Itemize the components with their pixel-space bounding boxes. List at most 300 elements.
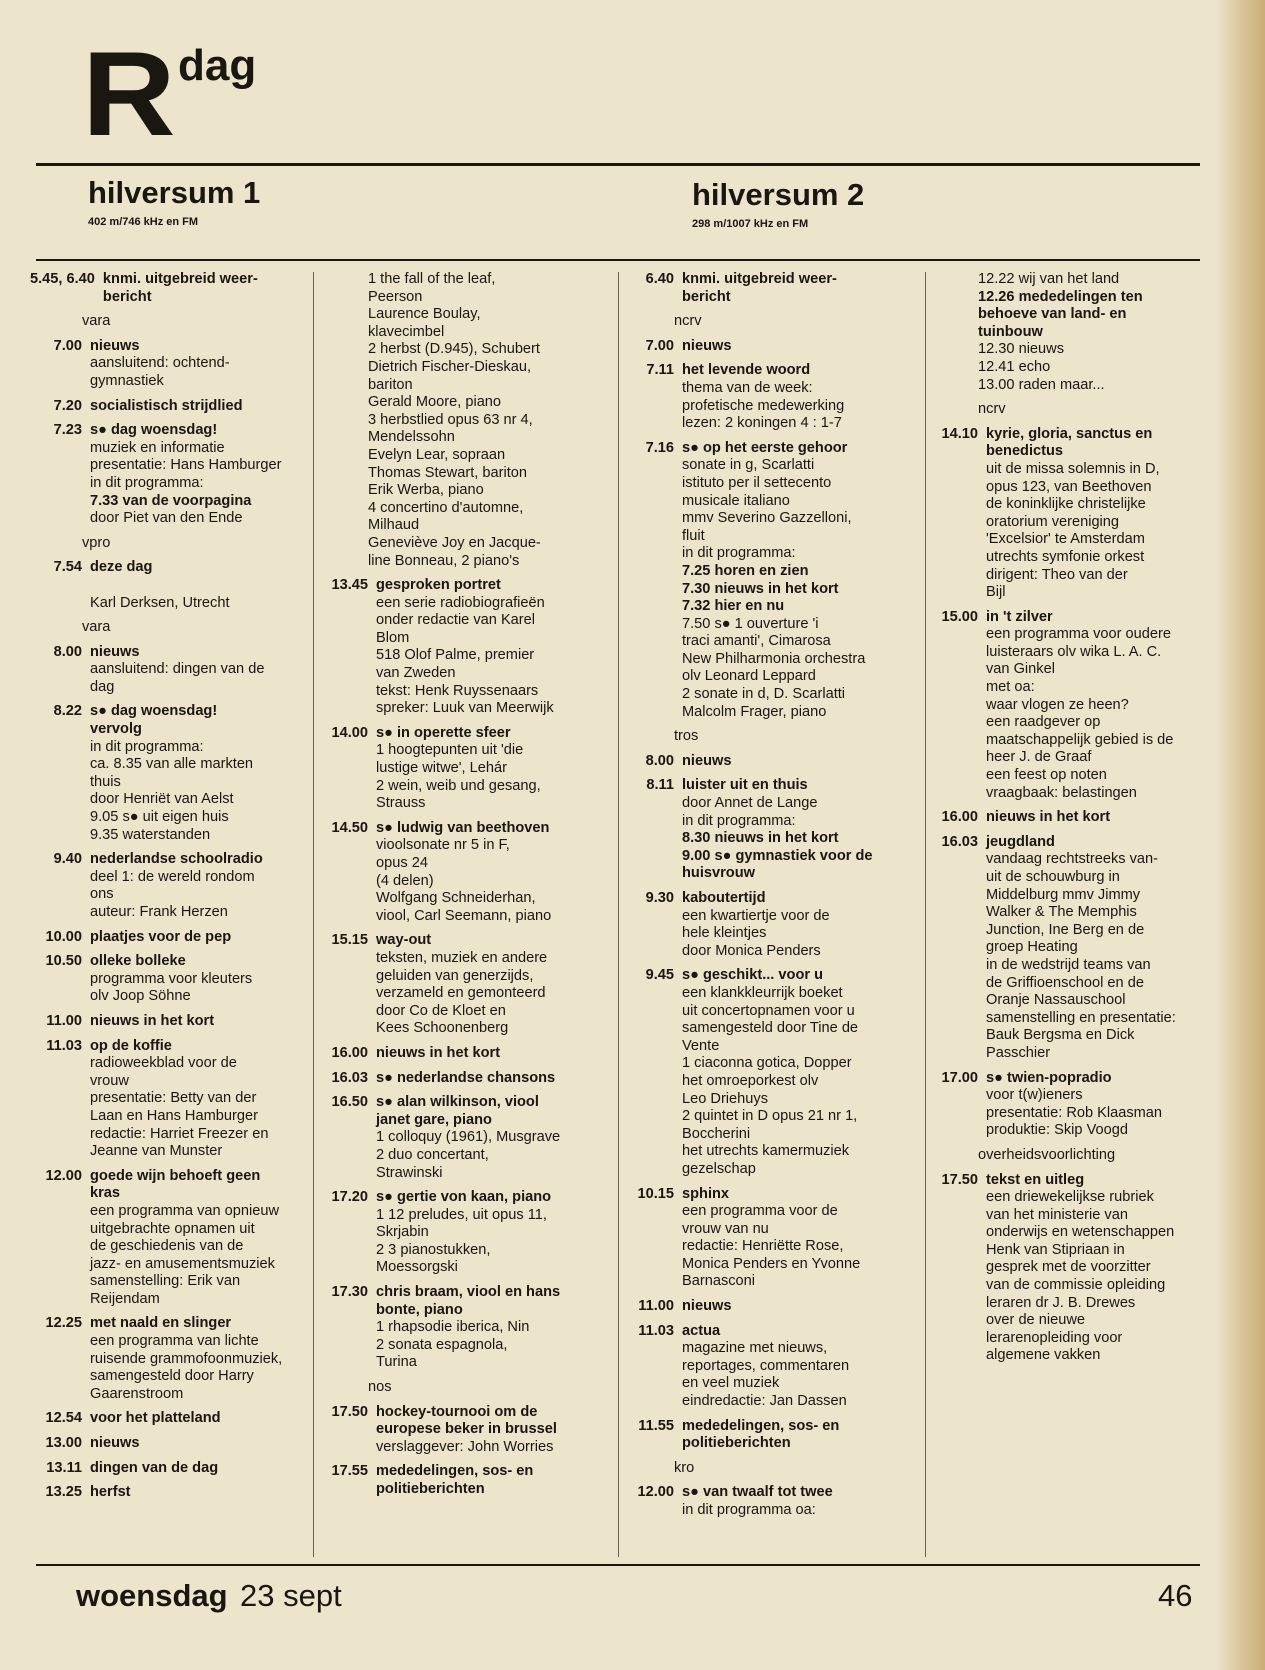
program-entry — [622, 1323, 922, 1411]
program-detail-line: presentatie: Betty van der — [90, 1090, 257, 1107]
program-detail-line: tuinbouw — [978, 323, 1043, 340]
program-title: s● nederlandse chansons — [376, 1069, 556, 1086]
program-time: 15.00 — [941, 608, 978, 625]
program-detail-line: van de commissie opleiding — [986, 1277, 1166, 1294]
broadcaster-label: tros — [674, 728, 699, 745]
program-detail-line: 1 hoogtepunten uit 'die — [376, 742, 524, 759]
program-time: 17.55 — [331, 1463, 368, 1480]
program-detail-line: gymnastiek — [90, 372, 164, 389]
program-body — [90, 422, 310, 528]
program-body — [376, 1070, 608, 1088]
program-time: 8.11 — [646, 777, 674, 794]
program-detail-line: Laan en Hans Hamburger — [90, 1107, 258, 1124]
program-detail-line: samenstelling: Erik van — [90, 1273, 241, 1290]
program-body — [376, 932, 608, 1038]
program-detail-line: opus 123, van Beethoven — [986, 478, 1152, 495]
program-detail-line: mmv Severino Gazzelloni, — [682, 510, 852, 527]
program-entry — [622, 890, 922, 960]
program-detail-line: algemene vakken — [986, 1347, 1101, 1364]
program-detail-line: uitgebrachte opnamen uit — [90, 1220, 255, 1237]
program-entry — [318, 1463, 608, 1498]
program-body — [90, 1410, 310, 1428]
program-detail-line: musicale italiano — [682, 492, 790, 509]
program-body — [682, 338, 922, 356]
program-detail-line: Dietrich Fischer-Dieskau, — [368, 358, 532, 375]
program-body — [682, 777, 922, 883]
program-title: socialistisch strijdlied — [90, 397, 243, 414]
program-detail-line: Erik Werba, piano — [368, 482, 484, 499]
program-time: 17.00 — [941, 1069, 978, 1086]
program-detail-line: aansluitend: ochtend- — [90, 355, 230, 372]
program-body — [90, 1168, 310, 1309]
broadcaster-label: ncrv — [674, 313, 702, 330]
program-body — [682, 1484, 922, 1519]
program-detail-line: traci amanti', Cimarosa — [682, 633, 831, 650]
program-entry — [30, 559, 310, 612]
program-detail-line: ca. 8.35 van alle markten — [90, 756, 254, 773]
program-body — [90, 1038, 310, 1161]
station-header-hilversum-1 — [88, 176, 260, 228]
program-title: tekst en uitleg — [986, 1171, 1085, 1188]
program-detail-line: thema van de week: — [682, 379, 813, 396]
footer-day-date — [76, 1578, 342, 1614]
program-detail-line: door Henriët van Aelst — [90, 791, 234, 808]
column-divider — [313, 272, 314, 1557]
program-detail-line: Passchier — [986, 1044, 1051, 1061]
program-detail-line: lerarenopleiding voor — [986, 1329, 1123, 1346]
program-title: s● gertie von kaan, piano — [376, 1189, 552, 1206]
schedule-column-hilversum-1-a — [30, 271, 310, 1509]
program-entry — [622, 440, 922, 722]
program-detail-line: uit concertopnamen voor u — [682, 1002, 855, 1019]
program-detail-line: line Bonneau, 2 piano's — [368, 552, 520, 569]
program-detail-line: Skrjabin — [376, 1224, 429, 1241]
program-title: s● twien-popradio — [986, 1069, 1112, 1086]
program-time: 16.03 — [331, 1069, 368, 1086]
program-detail-line: samengesteld door Harry — [90, 1368, 254, 1385]
program-detail-line: uit de missa solemnis in D, — [986, 460, 1160, 477]
program-detail-line: lezen: 2 koningen 4 : 1-7 — [682, 415, 842, 432]
program-entry — [318, 1284, 608, 1372]
program-detail-line: muziek en informatie — [90, 439, 225, 456]
program-title: nieuws — [90, 337, 140, 354]
program-title: s● ludwig van beethoven — [376, 819, 550, 836]
program-detail-line: Middelburg mmv Jimmy — [986, 886, 1141, 903]
program-title: op de koffie — [90, 1037, 172, 1054]
program-body — [986, 426, 1218, 602]
footer-day: woensdag — [76, 1578, 228, 1613]
program-detail-line: 3 herbstlied opus 63 nr 4, — [368, 411, 533, 428]
program-detail-line: 8.30 nieuws in het kort — [682, 830, 839, 847]
program-detail-line: dirigent: Theo van der — [986, 566, 1128, 583]
program-detail-line: leraren dr J. B. Drewes — [986, 1294, 1136, 1311]
program-detail-line: Evelyn Lear, sopraan — [368, 446, 506, 463]
program-entry — [622, 1484, 922, 1519]
program-detail-line: een programma voor de — [682, 1203, 838, 1220]
program-detail-line: en veel muziek — [682, 1375, 780, 1392]
program-detail-line: vraagbaak: belastingen — [986, 784, 1137, 801]
program-time: 8.00 — [645, 752, 674, 769]
program-time: 7.54 — [53, 559, 82, 576]
program-detail-line: een kwartiertje voor de — [682, 907, 830, 924]
program-detail-line: een programma voor oudere — [986, 626, 1171, 643]
program-detail-line: 12.22 wij van het land — [978, 271, 1120, 287]
program-title: mededelingen, sos- en politieberichten — [682, 1417, 840, 1452]
program-detail-line: 1 12 preludes, uit opus 11, — [376, 1206, 547, 1223]
program-detail-line: 9.35 waterstanden — [90, 826, 211, 843]
program-body — [682, 753, 922, 771]
program-time: 12.00 — [45, 1167, 82, 1184]
program-time: 17.30 — [331, 1284, 368, 1301]
program-detail-line: door Monica Penders — [682, 942, 821, 959]
program-title: sphinx — [682, 1185, 730, 1202]
program-time: 8.00 — [53, 643, 82, 660]
program-time: 7.11 — [646, 362, 674, 379]
program-entry — [30, 1038, 310, 1161]
program-detail-line: 'Excelsior' te Amsterdam — [986, 531, 1145, 548]
program-body — [682, 440, 922, 722]
program-detail-line: bariton — [368, 376, 413, 393]
program-time: 12.25 — [45, 1315, 82, 1332]
program-detail-line: 12.26 mededelingen ten — [978, 288, 1143, 305]
logo-letter: R — [82, 27, 172, 161]
program-detail-line: verzameld en gemonteerd — [376, 985, 546, 1002]
program-detail-line: voor t(w)ieners — [986, 1087, 1083, 1104]
program-entry — [30, 851, 310, 921]
program-title: s● alan wilkinson, viool janet gare, piano — [376, 1094, 539, 1128]
program-title: in 't zilver — [986, 608, 1053, 625]
program-title: way-out — [376, 932, 432, 949]
program-title: jeugdland — [986, 833, 1055, 850]
program-detail-line: aansluitend: dingen van de — [90, 661, 265, 678]
program-detail-line: 2 3 pianostukken, — [376, 1241, 491, 1258]
program-detail-line: 13.00 raden maar... — [978, 376, 1105, 393]
program-body — [682, 1186, 922, 1292]
program-time: 14.00 — [331, 724, 368, 741]
program-entry — [30, 1168, 310, 1309]
program-body — [90, 851, 310, 921]
program-entry — [30, 398, 310, 416]
schedule-column-hilversum-2-b — [928, 271, 1218, 1372]
column-divider — [618, 272, 619, 1557]
broadcaster-label: vpro — [82, 534, 111, 551]
program-detail-line: maatschappelijk gebied is de — [986, 731, 1174, 748]
program-detail-line: 4 concertino d'automne, — [368, 499, 524, 516]
program-time: 13.45 — [331, 577, 368, 594]
program-detail-line: Bauk Bergsma en Dick — [986, 1027, 1135, 1044]
program-title: goede wijn behoeft geen kras — [90, 1167, 261, 1202]
program-body — [376, 1404, 608, 1457]
station-name: hilversum 1 — [88, 175, 261, 210]
program-entry — [30, 953, 310, 1006]
program-detail-line: met oa: — [986, 679, 1035, 696]
program-body — [986, 1070, 1218, 1140]
program-detail-line: produktie: Skip Voogd — [986, 1122, 1128, 1139]
program-detail-line: Milhaud — [368, 517, 420, 534]
program-detail-line: gezelschap — [682, 1160, 756, 1177]
program-detail-line: behoeve van land- en — [978, 306, 1127, 323]
program-detail-line: profetische medewerking — [682, 397, 845, 414]
program-body — [682, 362, 922, 432]
program-title: met naald en slinger — [90, 1315, 232, 1332]
program-detail-line: 1 the fall of the leaf, — [368, 271, 496, 287]
program-title: s● dag woensdag! — [90, 422, 218, 439]
program-detail-line: luisteraars olv wika L. A. C. — [986, 643, 1162, 660]
program-detail-line: vandaag rechtstreeks van- — [986, 851, 1158, 868]
program-title: s● dag woensdag! vervolg — [90, 703, 218, 738]
program-detail-line: door Piet van den Ende — [90, 510, 243, 527]
program-detail-line: 7.30 nieuws in het kort — [682, 580, 839, 597]
program-entry — [318, 820, 608, 926]
program-detail-line: redactie: Henriëtte Rose, — [682, 1238, 844, 1255]
program-detail-line: eindredactie: Jan Dassen — [682, 1393, 847, 1410]
program-body — [682, 1298, 922, 1316]
program-title: het levende woord — [682, 362, 811, 379]
program-detail-line: vioolsonate nr 5 in F, — [376, 837, 510, 854]
program-entry — [622, 1298, 922, 1316]
program-time: 16.00 — [941, 809, 978, 826]
program-entry — [928, 609, 1218, 803]
footer-date: 23 sept — [240, 1578, 342, 1613]
program-body — [90, 398, 310, 416]
program-time: 14.10 — [941, 425, 978, 442]
footer-rule — [36, 1564, 1200, 1566]
program-time: 13.00 — [45, 1435, 82, 1452]
program-detail-line: verslaggever: John Worries — [376, 1438, 554, 1455]
program-detail-line: Monica Penders en Yvonne — [682, 1255, 861, 1272]
program-detail-line: teksten, muziek en andere — [376, 949, 548, 966]
program-body — [90, 1484, 310, 1502]
program-time: 11.00 — [638, 1298, 674, 1315]
program-entry — [622, 362, 922, 432]
program-time: 11.00 — [46, 1012, 82, 1029]
program-detail-line: 2 duo concertant, — [376, 1146, 489, 1163]
program-time: 11.03 — [638, 1322, 674, 1339]
program-detail-line: 9.05 s● uit eigen huis — [90, 809, 229, 826]
program-detail-line: Oranje Nassauschool — [986, 992, 1126, 1009]
program-detail-line: 9.00 s● gymnastiek voor de — [682, 847, 873, 864]
program-detail-line: spreker: Luuk van Meerwijk — [376, 700, 554, 717]
program-detail-line: Wolfgang Schneiderhan, — [376, 890, 536, 907]
program-detail-line: (4 delen) — [376, 872, 434, 889]
program-body — [90, 644, 310, 697]
program-entry — [622, 338, 922, 356]
program-entry — [622, 1186, 922, 1292]
program-detail-line: radioweekblad voor de — [90, 1055, 237, 1072]
program-detail-line: Karl Derksen, Utrecht — [90, 594, 230, 611]
program-detail-line: Walker & The Memphis — [986, 904, 1137, 921]
program-detail-line: oratorium vereniging — [986, 513, 1120, 530]
program-time: 10.00 — [45, 928, 82, 945]
program-detail-line: 2 sonate in d, D. Scarlatti — [682, 686, 846, 703]
station-frequency: 298 m/1007 kHz en FM — [692, 218, 809, 230]
header-rule-bottom — [36, 259, 1200, 261]
program-body — [986, 609, 1218, 803]
station-frequency: 402 m/746 kHz en FM — [88, 216, 199, 228]
program-detail-line: samengesteld door Tine de — [682, 1020, 859, 1037]
program-detail-line: redactie: Harriet Freezer en — [90, 1125, 269, 1142]
program-detail-line: ruisende grammofoonmuziek, — [90, 1350, 283, 1367]
program-detail-line: Strawinski — [376, 1164, 443, 1181]
program-detail-line: Kees Schoonenberg — [376, 1020, 509, 1037]
program-detail-line: 2 sonata espagnola, — [376, 1336, 508, 1353]
program-detail-line: Peerson — [368, 288, 423, 305]
program-time: 10.15 — [637, 1185, 674, 1202]
program-entry — [318, 1094, 608, 1182]
program-detail-line: auteur: Frank Herzen — [90, 904, 228, 920]
program-time: 17.50 — [941, 1171, 978, 1188]
program-detail-line: 1 colloquy (1961), Musgrave — [376, 1129, 561, 1146]
program-body — [682, 271, 922, 306]
program-detail-line: heer J. de Graaf — [986, 749, 1092, 766]
program-entry — [30, 1013, 310, 1031]
program-detail-line: Strauss — [376, 795, 426, 812]
program-entry — [318, 1404, 608, 1457]
program-title: nieuws in het kort — [90, 1012, 215, 1029]
program-detail-line: Mendelssohn — [368, 429, 455, 446]
program-detail-line: 7.50 s● 1 ouverture 'i — [682, 615, 819, 632]
program-time: 8.22 — [53, 703, 82, 720]
program-body — [90, 1315, 310, 1403]
column-divider — [925, 272, 926, 1557]
schedule-column-hilversum-1-b — [318, 271, 608, 1506]
program-entry — [30, 644, 310, 697]
program-body — [986, 834, 1218, 1063]
program-detail-line: Barnasconi — [682, 1273, 756, 1290]
program-detail-line: van Ginkel — [986, 661, 1055, 678]
program-detail-line: huisvrouw — [682, 865, 755, 882]
program-detail-line: Boccherini — [682, 1125, 751, 1142]
program-detail-line: in de wedstrijd teams van — [986, 956, 1151, 973]
program-detail-line: de koninklijke christelijke — [986, 496, 1146, 513]
program-detail-line: Bijl — [986, 584, 1006, 601]
program-body — [376, 1463, 608, 1498]
program-detail-line: 7.25 horen en zien — [682, 562, 809, 579]
program-detail-line: 2 quintet in D opus 21 nr 1, — [682, 1108, 858, 1125]
program-detail-line: een programma van opnieuw — [90, 1202, 280, 1219]
program-title: nieuws — [90, 643, 140, 660]
program-entry — [622, 777, 922, 883]
program-detail-line: Turina — [376, 1354, 417, 1371]
program-title: s● van twaalf tot twee — [682, 1484, 833, 1501]
program-detail-line: 12.41 echo — [978, 358, 1051, 375]
program-detail-line: 12.30 nieuws — [978, 341, 1065, 358]
program-detail-line: Vente — [682, 1037, 720, 1054]
program-title: knmi. uitgebreid weer- bericht — [102, 271, 258, 305]
broadcaster-label: vara — [82, 313, 111, 330]
program-detail-line: deel 1: de wereld rondom — [90, 868, 255, 885]
program-title: actua — [682, 1322, 721, 1339]
program-title: nederlandse schoolradio — [90, 851, 263, 868]
program-time: 9.45 — [645, 967, 674, 984]
program-entry — [928, 1070, 1218, 1140]
program-time: 7.00 — [53, 337, 82, 354]
program-body — [376, 1189, 608, 1277]
program-time: 16.03 — [941, 833, 978, 850]
program-body — [682, 967, 922, 1178]
program-detail-line: magazine met nieuws, — [682, 1340, 828, 1357]
program-detail-line: vrouw — [90, 1072, 129, 1089]
program-detail-line: waar vlogen ze heen? — [986, 696, 1129, 713]
program-detail-line: Junction, Ine Berg en de — [986, 921, 1145, 938]
program-title: luister uit en thuis — [682, 777, 808, 794]
program-title: nieuws — [682, 1298, 732, 1315]
broadcaster-label: kro — [674, 1459, 695, 1476]
program-detail-line: viool, Carl Seemann, piano — [376, 907, 552, 924]
program-entry — [622, 1418, 922, 1453]
program-body — [90, 953, 310, 1006]
program-detail-line: Blom — [376, 629, 410, 646]
program-detail-line: in dit programma: — [682, 812, 796, 829]
program-detail-line: Moessorgski — [376, 1259, 458, 1276]
program-detail-line: in dit programma oa: — [682, 1502, 816, 1518]
broadcaster-label: ncrv — [978, 401, 1006, 418]
program-detail-line: 7.33 van de voorpagina — [90, 492, 252, 509]
program-entry — [622, 753, 922, 771]
program-detail-line: 1 rhapsodie iberica, Nin — [376, 1319, 530, 1336]
program-entry — [318, 932, 608, 1038]
program-detail-line: 518 Olof Palme, premier — [376, 647, 535, 664]
program-detail-line: presentatie: Hans Hamburger — [90, 457, 282, 474]
program-title: mededelingen, sos- en politieberichten — [376, 1463, 534, 1497]
program-detail-line: het omroeporkest olv — [682, 1072, 819, 1089]
program-time: 7.16 — [645, 439, 674, 456]
program-body — [376, 725, 608, 813]
program-detail-line: de Griffioenschool en de — [986, 974, 1144, 991]
program-body — [90, 929, 310, 947]
program-time: 16.50 — [331, 1094, 368, 1111]
program-detail-line: programma voor kleuters — [90, 970, 253, 987]
program-detail-line: Gerald Moore, piano — [368, 394, 502, 411]
program-detail-line: een programma van lichte — [90, 1333, 259, 1350]
program-body — [90, 703, 310, 844]
program-time: 10.50 — [45, 953, 82, 970]
program-title: deze dag — [90, 559, 153, 576]
program-detail-line: olv Joop Söhne — [90, 988, 191, 1005]
program-detail-line: Leo Driehuys — [682, 1090, 768, 1107]
program-title: gesproken portret — [376, 577, 501, 594]
program-title: chris braam, viool en hans bonte, piano — [376, 1284, 561, 1318]
program-body — [376, 577, 608, 718]
program-title: nieuws in het kort — [376, 1044, 501, 1061]
program-body — [90, 1460, 310, 1478]
program-time: 7.00 — [645, 337, 674, 354]
program-body — [376, 1045, 608, 1063]
program-title: herfst — [90, 1484, 131, 1501]
program-entry — [318, 1045, 608, 1063]
program-entry — [30, 422, 310, 528]
program-detail-line: in dit programma: — [682, 545, 796, 562]
program-detail-line: onder redactie van Karel — [376, 612, 536, 629]
program-entry — [30, 1460, 310, 1478]
program-title: voor het platteland — [90, 1410, 221, 1427]
program-continuation — [928, 271, 1218, 394]
program-body — [90, 338, 310, 391]
program-body — [682, 1323, 922, 1411]
program-detail-line: ons — [90, 886, 114, 903]
program-detail-line: een feest op noten — [986, 767, 1107, 784]
program-detail-line: 7.32 hier en nu — [682, 598, 785, 615]
program-title: knmi. uitgebreid weer- bericht — [682, 271, 837, 305]
program-title: hockey-tournooi om de europese beker in brussel — [376, 1403, 557, 1438]
program-time: 13.11 — [46, 1459, 82, 1476]
program-detail-line: van Zweden — [376, 665, 456, 682]
program-detail-line: 2 herbst (D.945), Schubert — [368, 341, 540, 358]
program-entry — [30, 1435, 310, 1453]
program-entry — [30, 703, 310, 844]
broadcaster-label: nos — [368, 1379, 392, 1396]
program-title: nieuws — [90, 1435, 140, 1452]
